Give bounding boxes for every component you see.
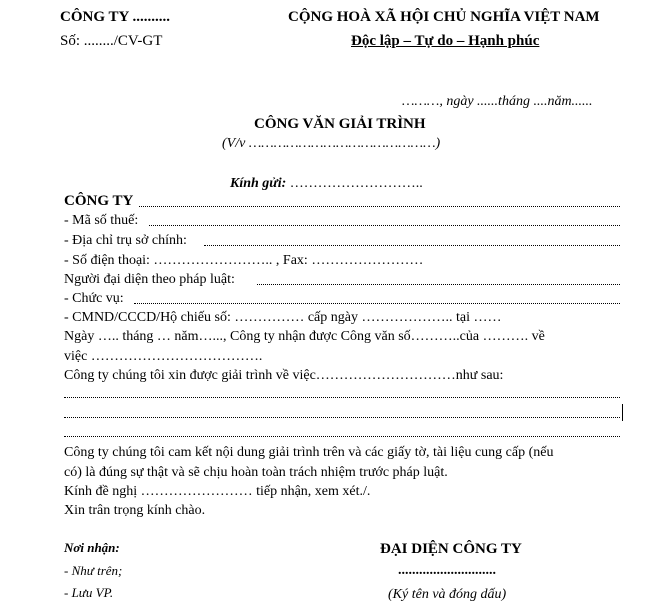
company-name: CÔNG TY [64, 193, 134, 209]
phone-fax-line: - Số điện thoại: …………………….. , Fax: …………………… [64, 253, 424, 268]
request-line: Kính đề nghị …………………… tiếp nhận, xem xét./. [64, 484, 371, 499]
representative-label: Người đại diện theo pháp luật: [64, 272, 235, 287]
recipient-line [230, 174, 423, 192]
national-motto: Độc lập – Tự do – Hạnh phúc [351, 33, 540, 49]
signer-title: ĐẠI DIỆN CÔNG TY [380, 541, 522, 557]
id-card-line: - CMND/CCCD/Hộ chiếu số: …………… cấp ngày ……………….. tại …… [64, 310, 502, 325]
tax-code-dots [149, 225, 620, 226]
text-cursor [622, 404, 623, 421]
signature-note: (Ký tên và đóng dấu) [388, 587, 507, 602]
recipient-value: ……………………….. [286, 176, 423, 191]
representative-dots [257, 284, 620, 285]
recipient-item-2: - Lưu VP. [64, 585, 114, 600]
document-title: CÔNG VĂN GIẢI TRÌNH [254, 116, 426, 132]
commitment-line-1: Công ty chúng tôi cam kết nội dung giải trình trên và các giấy tờ, tài liệu cung cấp (nếu [64, 445, 554, 460]
document-subject: (V/v ………………………………………) [222, 136, 441, 151]
date-line: ………, ngày ......tháng ....năm...... [402, 94, 593, 109]
position-dots [134, 303, 620, 304]
explanation-dots-2 [64, 417, 620, 418]
explanation-dots-1 [64, 397, 620, 398]
document-number: Số: ......../CV-GT [60, 33, 163, 49]
position-label: - Chức vụ: [64, 291, 124, 306]
explanation-intro: Công ty chúng tôi xin được giải trình về việc…………………………như sau: [64, 368, 504, 383]
closing-line: Xin trân trọng kính chào. [64, 503, 206, 518]
company-name-dots [139, 206, 620, 207]
nation-title: CỘNG HOÀ XÃ HỘI CHỦ NGHĨA VIỆT NAM [288, 9, 600, 25]
address-label: - Địa chỉ trụ sở chính: [64, 233, 187, 248]
address-dots [204, 245, 620, 246]
tax-code-label: - Mã số thuế: [64, 213, 139, 228]
commitment-line-2: có) là đúng sự thật và sẽ chịu hoàn toàn trách nhiệm trước pháp luật. [64, 465, 448, 480]
signer-dots: ............................ [398, 563, 496, 578]
company-name-header: CÔNG TY .......... [60, 9, 171, 25]
recipient-item-1: - Như trên; [64, 563, 123, 578]
received-document-line-2: việc ………………………………. [64, 349, 263, 364]
explanation-dots-3 [64, 436, 620, 437]
received-document-line-1: Ngày ….. tháng … năm…..., Công ty nhận được Công văn số………..của ………. về [64, 329, 545, 344]
recipients-label: Nơi nhận: [64, 540, 120, 555]
recipient-label: Kính gửi: [230, 176, 287, 191]
